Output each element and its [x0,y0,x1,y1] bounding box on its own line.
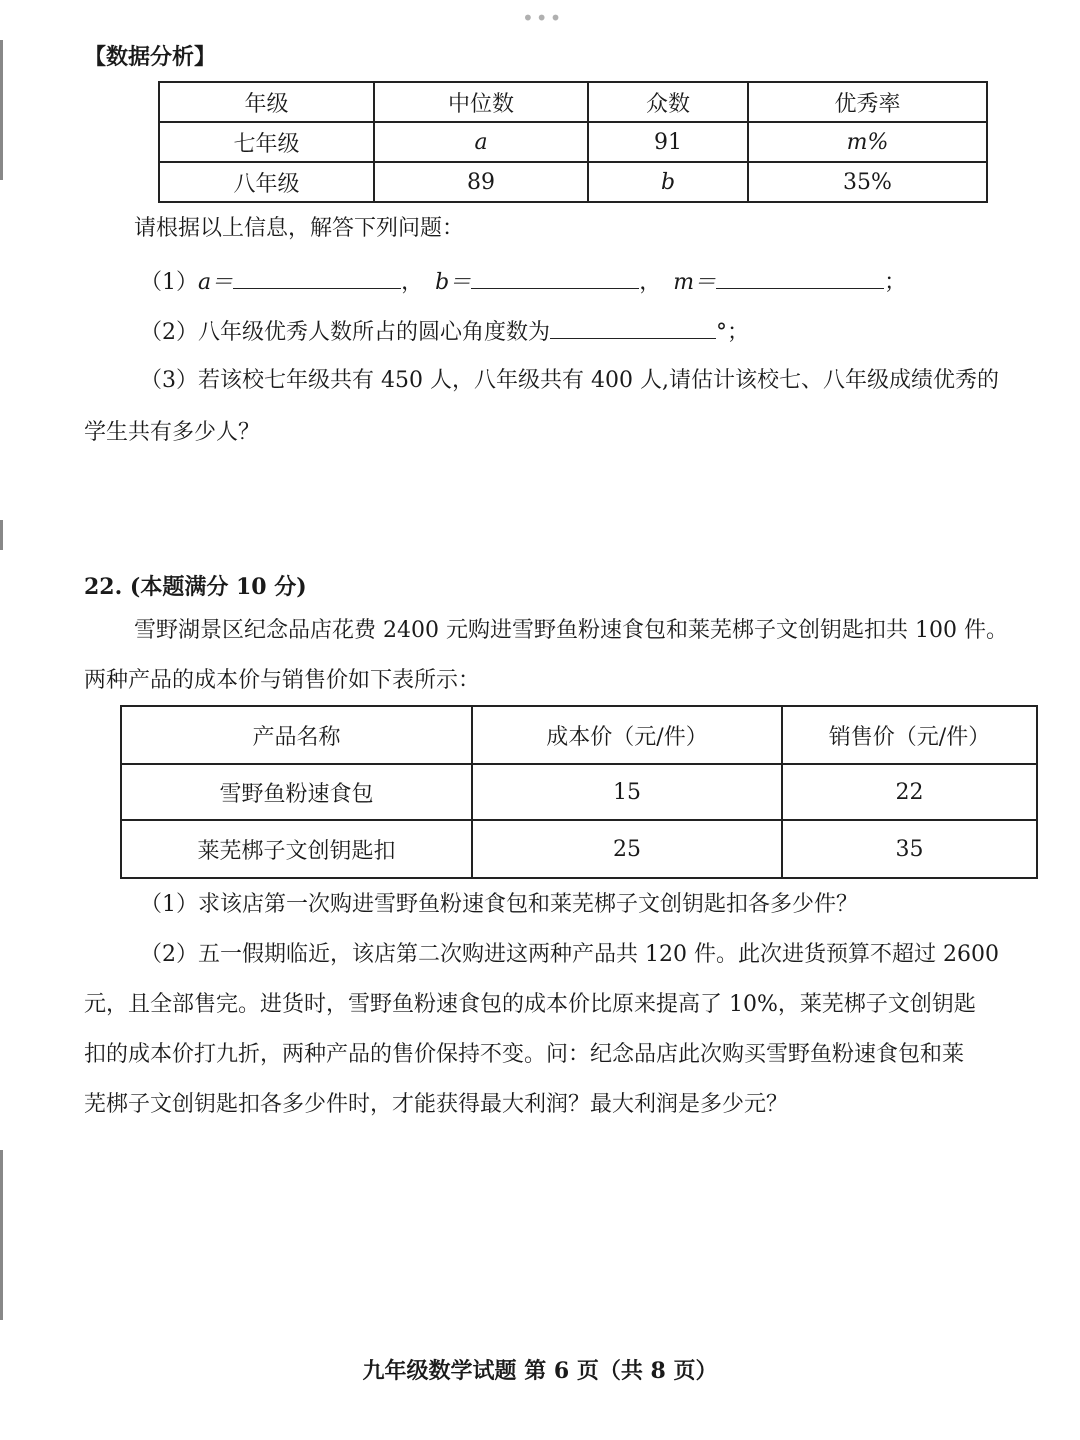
question-2-text: （2）八年级优秀人数所占的圆心角度数为 [140,320,550,345]
table-row [159,122,987,162]
question-number: （1） [140,270,198,295]
table-header-cell: 成本价（元/件） [472,706,782,764]
product-table [120,705,1038,879]
more-dots-icon[interactable]: ••• [522,6,564,30]
table-row [121,764,1037,820]
section-title: 【数据分析】 [84,44,217,70]
question-3-line-2: 学生共有多少人？ [84,420,261,445]
answer-blank-b[interactable] [471,266,639,289]
table-cell: a [374,122,588,162]
table-cell: 八年级 [159,162,374,202]
problem-22-heading: 22. (本题满分 10 分) [84,574,307,600]
problem-22-question-2-line: （2）五一假期临近，该店第二次购进这两种产品共 120 件。此次进货预算不超过 2600 [140,942,999,967]
table-cell: 25 [472,820,782,878]
table-row [121,820,1037,878]
end-mark: ； [884,270,907,295]
page-footer: 九年级数学试题 第 6 页（共 8 页） [362,1358,718,1384]
table-cell: 35% [748,162,987,202]
question-1 [140,266,906,298]
table-cell: b [588,162,748,202]
table-cell: 15 [472,764,782,820]
problem-22-intro-1: 雪野湖景区纪念品店花费 2400 元购进雪野鱼粉速食包和莱芜梆子文创钥匙扣共 100 件。 [134,618,1008,643]
question-3-line-1: （3）若该校七年级共有 450 人，八年级共有 400 人,请估计该校七、八年级成绩优秀的 [140,368,999,393]
table-cell: 雪野鱼粉速食包 [121,764,472,820]
problem-22-intro-2: 两种产品的成本价与销售价如下表所示： [84,668,481,693]
table-header-cell: 年级 [159,82,374,122]
answer-blank-a[interactable] [233,266,401,289]
m-label: m＝ [673,270,717,295]
answer-blank-m[interactable] [716,266,884,289]
table-cell: 35 [782,820,1037,878]
table-header-cell: 优秀率 [748,82,987,122]
table-header-cell: 销售价（元/件） [782,706,1037,764]
table-header-row [159,82,987,122]
instruction-text: 请根据以上信息，解答下列问题： [134,216,465,241]
table-header-row [121,706,1037,764]
table-cell: 89 [374,162,588,202]
problem-22-question-1: （1）求该店第一次购进雪野鱼粉速食包和莱芜梆子文创钥匙扣各多少件？ [140,892,858,917]
table-cell: 22 [782,764,1037,820]
problem-22-question-2-line: 元，且全部售完。进货时，雪野鱼粉速食包的成本价比原来提高了 10%，莱芜梆子文创钥匙 [84,992,976,1017]
table-header-cell: 产品名称 [121,706,472,764]
table-cell: 七年级 [159,122,374,162]
stats-table [158,81,988,203]
question-2 [140,316,749,348]
b-label: b＝ [435,270,472,295]
table-cell: 莱芜梆子文创钥匙扣 [121,820,472,878]
separator: ， [401,270,424,295]
table-cell: m% [748,122,987,162]
problem-22-question-2-line: 芜梆子文创钥匙扣各多少件时，才能获得最大利润？最大利润是多少元？ [84,1092,789,1117]
table-header-cell: 众数 [588,82,748,122]
end-mark: °； [716,320,750,345]
scan-edge-strip [0,40,3,180]
scan-edge-strip [0,520,3,550]
scan-edge-strip [0,1150,3,1320]
a-label: a＝ [198,270,234,295]
separator: ， [639,270,662,295]
table-row [159,162,987,202]
table-cell: 91 [588,122,748,162]
answer-blank-angle[interactable] [550,316,716,339]
problem-22-question-2-line: 扣的成本价打九折，两种产品的售价保持不变。问：纪念品店此次购买雪野鱼粉速食包和莱 [84,1042,965,1067]
table-header-cell: 中位数 [374,82,588,122]
